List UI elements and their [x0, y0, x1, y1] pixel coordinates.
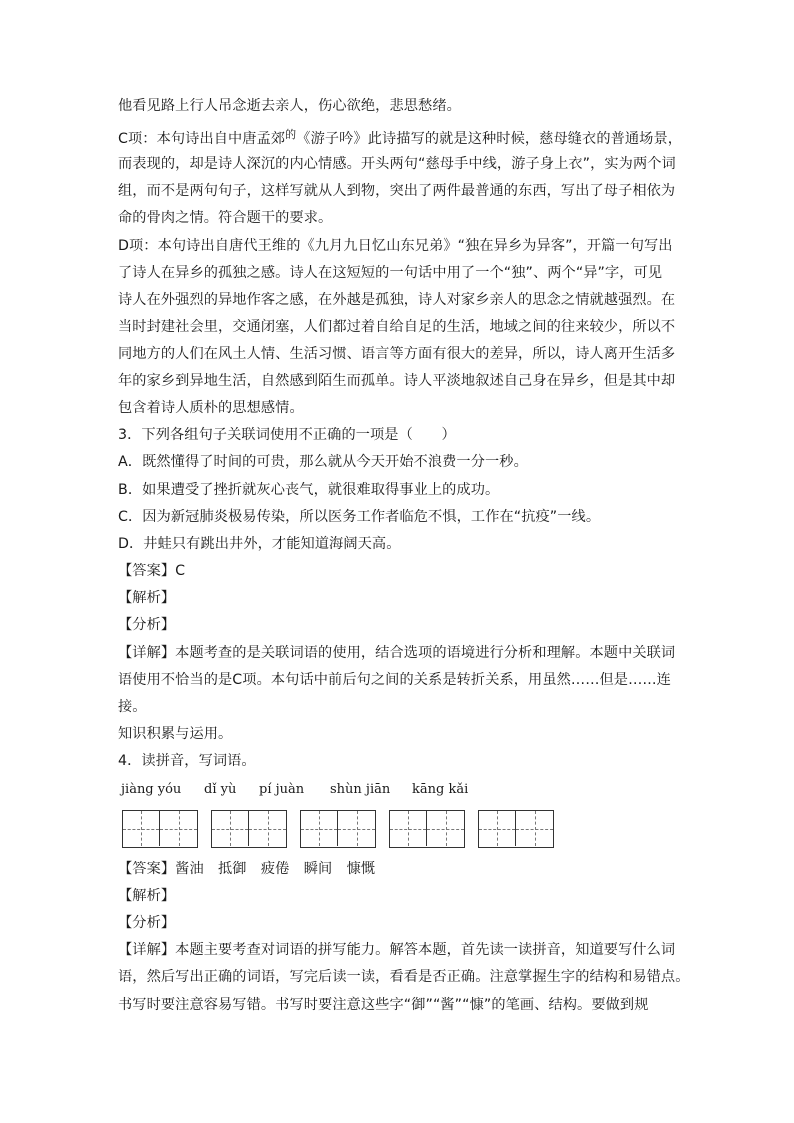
pinyin-label: dǐ yù — [204, 782, 237, 797]
text-line: 语使用不恰当的是C项。本句话中前后句之间的关系是转折关系，用虽然……但是……连 — [118, 672, 671, 688]
text-line: 知识积累与运用。 — [118, 726, 233, 742]
option-d: D．井蛙只有跳出井外，才能知道海阔天高。 — [118, 536, 401, 552]
pinyin-label: kāng kǎi — [412, 782, 469, 797]
text-line: 而表现的，却是诗人深沉的内心情感。开头两句“慈母手中线，游子身上衣”，实为两个词 — [118, 156, 676, 172]
text-line: 组，而不是两句句子，这样写就从人到物，突出了两件最普通的东西，写出了母子相依为 — [118, 183, 676, 199]
detail-text: 【详解】本题考查的是关联词语的使用，结合选项的语境进行分析和理解。本题中关联词 — [118, 645, 676, 661]
text-line: 当时封建社会里，交通闭塞，人们都过着自给自足的生活，地域之间的往来较少，所以不 — [118, 319, 676, 335]
writing-grid — [300, 810, 376, 848]
option-a: A．既然懂得了时间的可贵，那么就从今天开始不浪费一分一秒。 — [118, 454, 528, 470]
text-line: 书写时要注意容易写错。书写时要注意这些字“御”“酱”“慷”的笔画、结构。要做到规 — [118, 997, 649, 1013]
question-4: 4．读拼音，写词语。 — [118, 753, 256, 769]
writing-grid — [122, 810, 198, 848]
pinyin-label: jiàng yóu — [121, 782, 182, 797]
text-line: D项：本句诗出自唐代王维的《九月九日忆山东兄弟》“独在异乡为异客”，开篇一句写出 — [118, 238, 673, 254]
text-line-part: C项：本句诗出自中唐孟郊 — [118, 131, 286, 147]
text-line: 诗人在外强烈的异地作客之感，在外越是孤独，诗人对家乡亲人的思念之情就越强烈。在 — [118, 292, 676, 308]
answer-label: 【答案】酱油 抵御 疲倦 瞬间 慷慨 — [118, 861, 376, 877]
question-3: 3．下列各组句子关联词使用不正确的一项是（ ） — [118, 427, 456, 443]
answer-label: 【答案】C — [118, 563, 186, 579]
text-line: 他看见路上行人吊念逝去亲人，伤心欲绝，悲思愁绪。 — [118, 98, 461, 114]
text-line: 同地方的人们在风土人情、生活习惯、语言等方面有很大的差异，所以，诗人离开生活多 — [118, 346, 676, 362]
analysis-label: 【解析】 — [118, 888, 176, 904]
option-b: B．如果遭受了挫折就灰心丧气，就很难取得事业上的成功。 — [118, 482, 500, 498]
writing-grid — [389, 810, 465, 848]
writing-grid — [211, 810, 287, 848]
text-line: 语，然后写出正确的词语，写完后读一读，看看是否正确。注意掌握生字的结构和易错点。 — [118, 969, 690, 985]
pinyin-label: shùn jiān — [330, 782, 391, 797]
text-line: 接。 — [118, 699, 147, 715]
detail-text: 【详解】本题主要考查对词语的拼写能力。解答本题，首先读一读拼音，知道要写什么词 — [118, 942, 676, 958]
text-line: 命的骨肉之情。符合题干的要求。 — [118, 210, 333, 226]
fenxi-label: 【分析】 — [118, 915, 176, 931]
text-line: 年的家乡到异地生活，自然感到陌生而孤单。诗人平淡地叙述自己身在异乡，但是其中却 — [118, 373, 676, 389]
text-line — [118, 125, 682, 149]
option-c: C．因为新冠肺炎极易传染，所以医务工作者临危不惧，工作在“抗疫”一线。 — [118, 509, 601, 525]
pinyin-label: pí juàn — [259, 782, 305, 797]
text-line: 了诗人在异乡的孤独之感。诗人在这短短的一句话中用了一个“独”、两个“异”字，可见 — [118, 265, 663, 281]
fenxi-label: 【分析】 — [118, 617, 176, 633]
text-line-part: 《游子吟》此诗描写的就是这种时候，慈母缝衣的普通场景， — [296, 131, 683, 147]
analysis-label: 【解析】 — [118, 590, 176, 606]
writing-grid — [478, 810, 554, 848]
text-line: 包含着诗人质朴的思想感情。 — [118, 400, 304, 416]
superscript-char: 的 — [285, 128, 297, 141]
